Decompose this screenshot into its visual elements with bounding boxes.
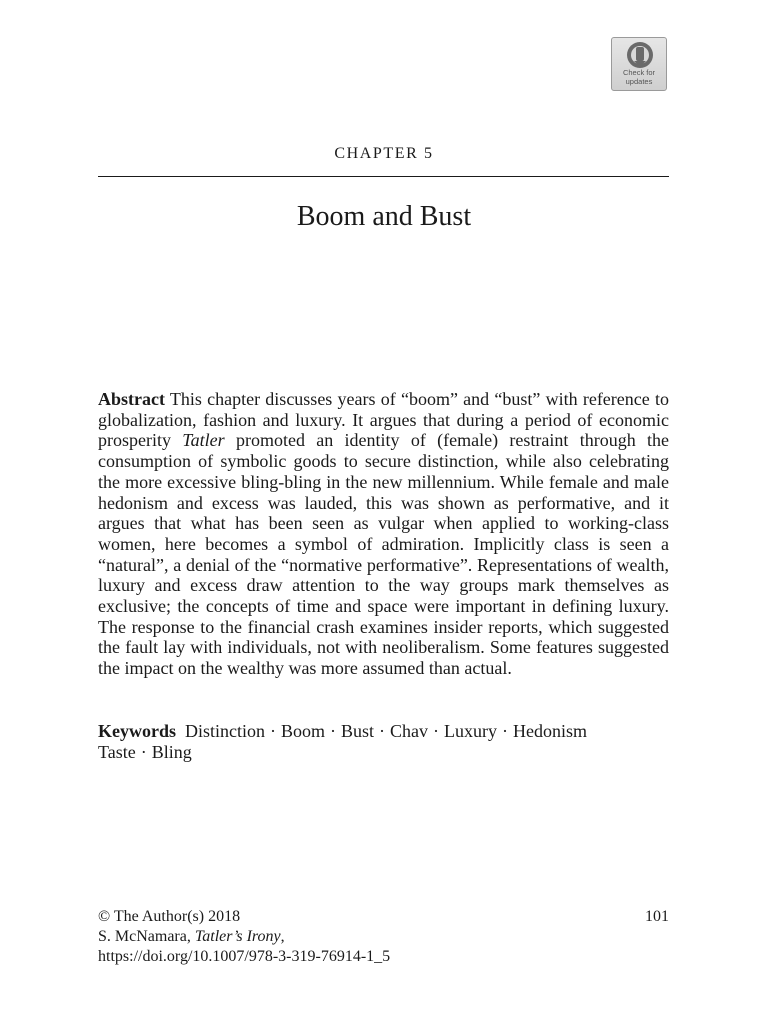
footer (98, 907, 669, 967)
keyword-separator: · (270, 721, 276, 741)
keyword-separator: · (379, 721, 386, 741)
citation-line (98, 927, 669, 947)
keyword: Boom (281, 721, 326, 741)
keyword: Chav (390, 721, 429, 741)
keywords-paragraph (98, 721, 669, 762)
citation-suffix: , (280, 928, 285, 945)
doi-link[interactable]: https://doi.org/10.1007/978-3-319-76914-1_5 (98, 948, 391, 965)
keywords-heading: Keywords (98, 721, 176, 741)
crossmark-icon (626, 41, 654, 69)
chapter-label: CHAPTER 5 (334, 145, 434, 162)
abstract-heading: Abstract (98, 389, 165, 409)
abstract-paragraph (98, 389, 669, 679)
keyword: Bust (341, 721, 375, 741)
citation-author: S. McNamara, (98, 928, 195, 945)
chapter-divider (98, 176, 669, 177)
copyright-line: © The Author(s) 2018 (98, 908, 241, 925)
keyword-separator: · (502, 721, 509, 741)
keyword: Taste (98, 741, 136, 762)
badge-line-2: updates (625, 76, 653, 86)
page-number: 101 (645, 908, 669, 925)
keyword: Distinction (185, 721, 265, 741)
check-for-updates-badge[interactable] (611, 37, 667, 91)
keyword: Hedonism (513, 721, 588, 741)
chapter-title: Boom and Bust (296, 201, 472, 232)
citation-book-title: Tatler’s Irony (194, 928, 281, 945)
abstract-italic-title: Tatler (182, 430, 225, 451)
keyword-separator: · (330, 721, 337, 741)
badge-label (612, 69, 666, 86)
keyword: Luxury (444, 721, 498, 741)
keyword-separator: · (433, 721, 440, 741)
badge-line-1: Check for (622, 68, 656, 77)
keyword-separator: · (140, 741, 147, 762)
keyword: Bling (151, 741, 192, 762)
abstract-text-part-2: promoted an identity of (female) restraint through the consumption of symbolic goods to secure distinction, while also celebrating the more excessive bling-bling in the new millennium. While female and male hedonism and excess was lauded, this was shown as performative, and it argues that what has been seen as vulgar when applied to working-class women, here becomes a symbol of admiration. Implicitly class is seen a “natural”, a denial of the “normative performative”. Representations of wealth, luxury and excess draw attention to the way groups mark themselves as exclusive; the concepts of time and space were important in defining luxury. The response to the financial crash examines insider reports, which suggested the fault lay with individuals, not with neoliberalism. Some features suggested the impact on the wealthy was more assumed than actual. (98, 430, 670, 679)
abstract-text-part-1: This chapter discusses years of “boom” and “bust” with reference to globalization, fashion and luxury. It argues that during a period of economic prosperity (98, 389, 669, 451)
